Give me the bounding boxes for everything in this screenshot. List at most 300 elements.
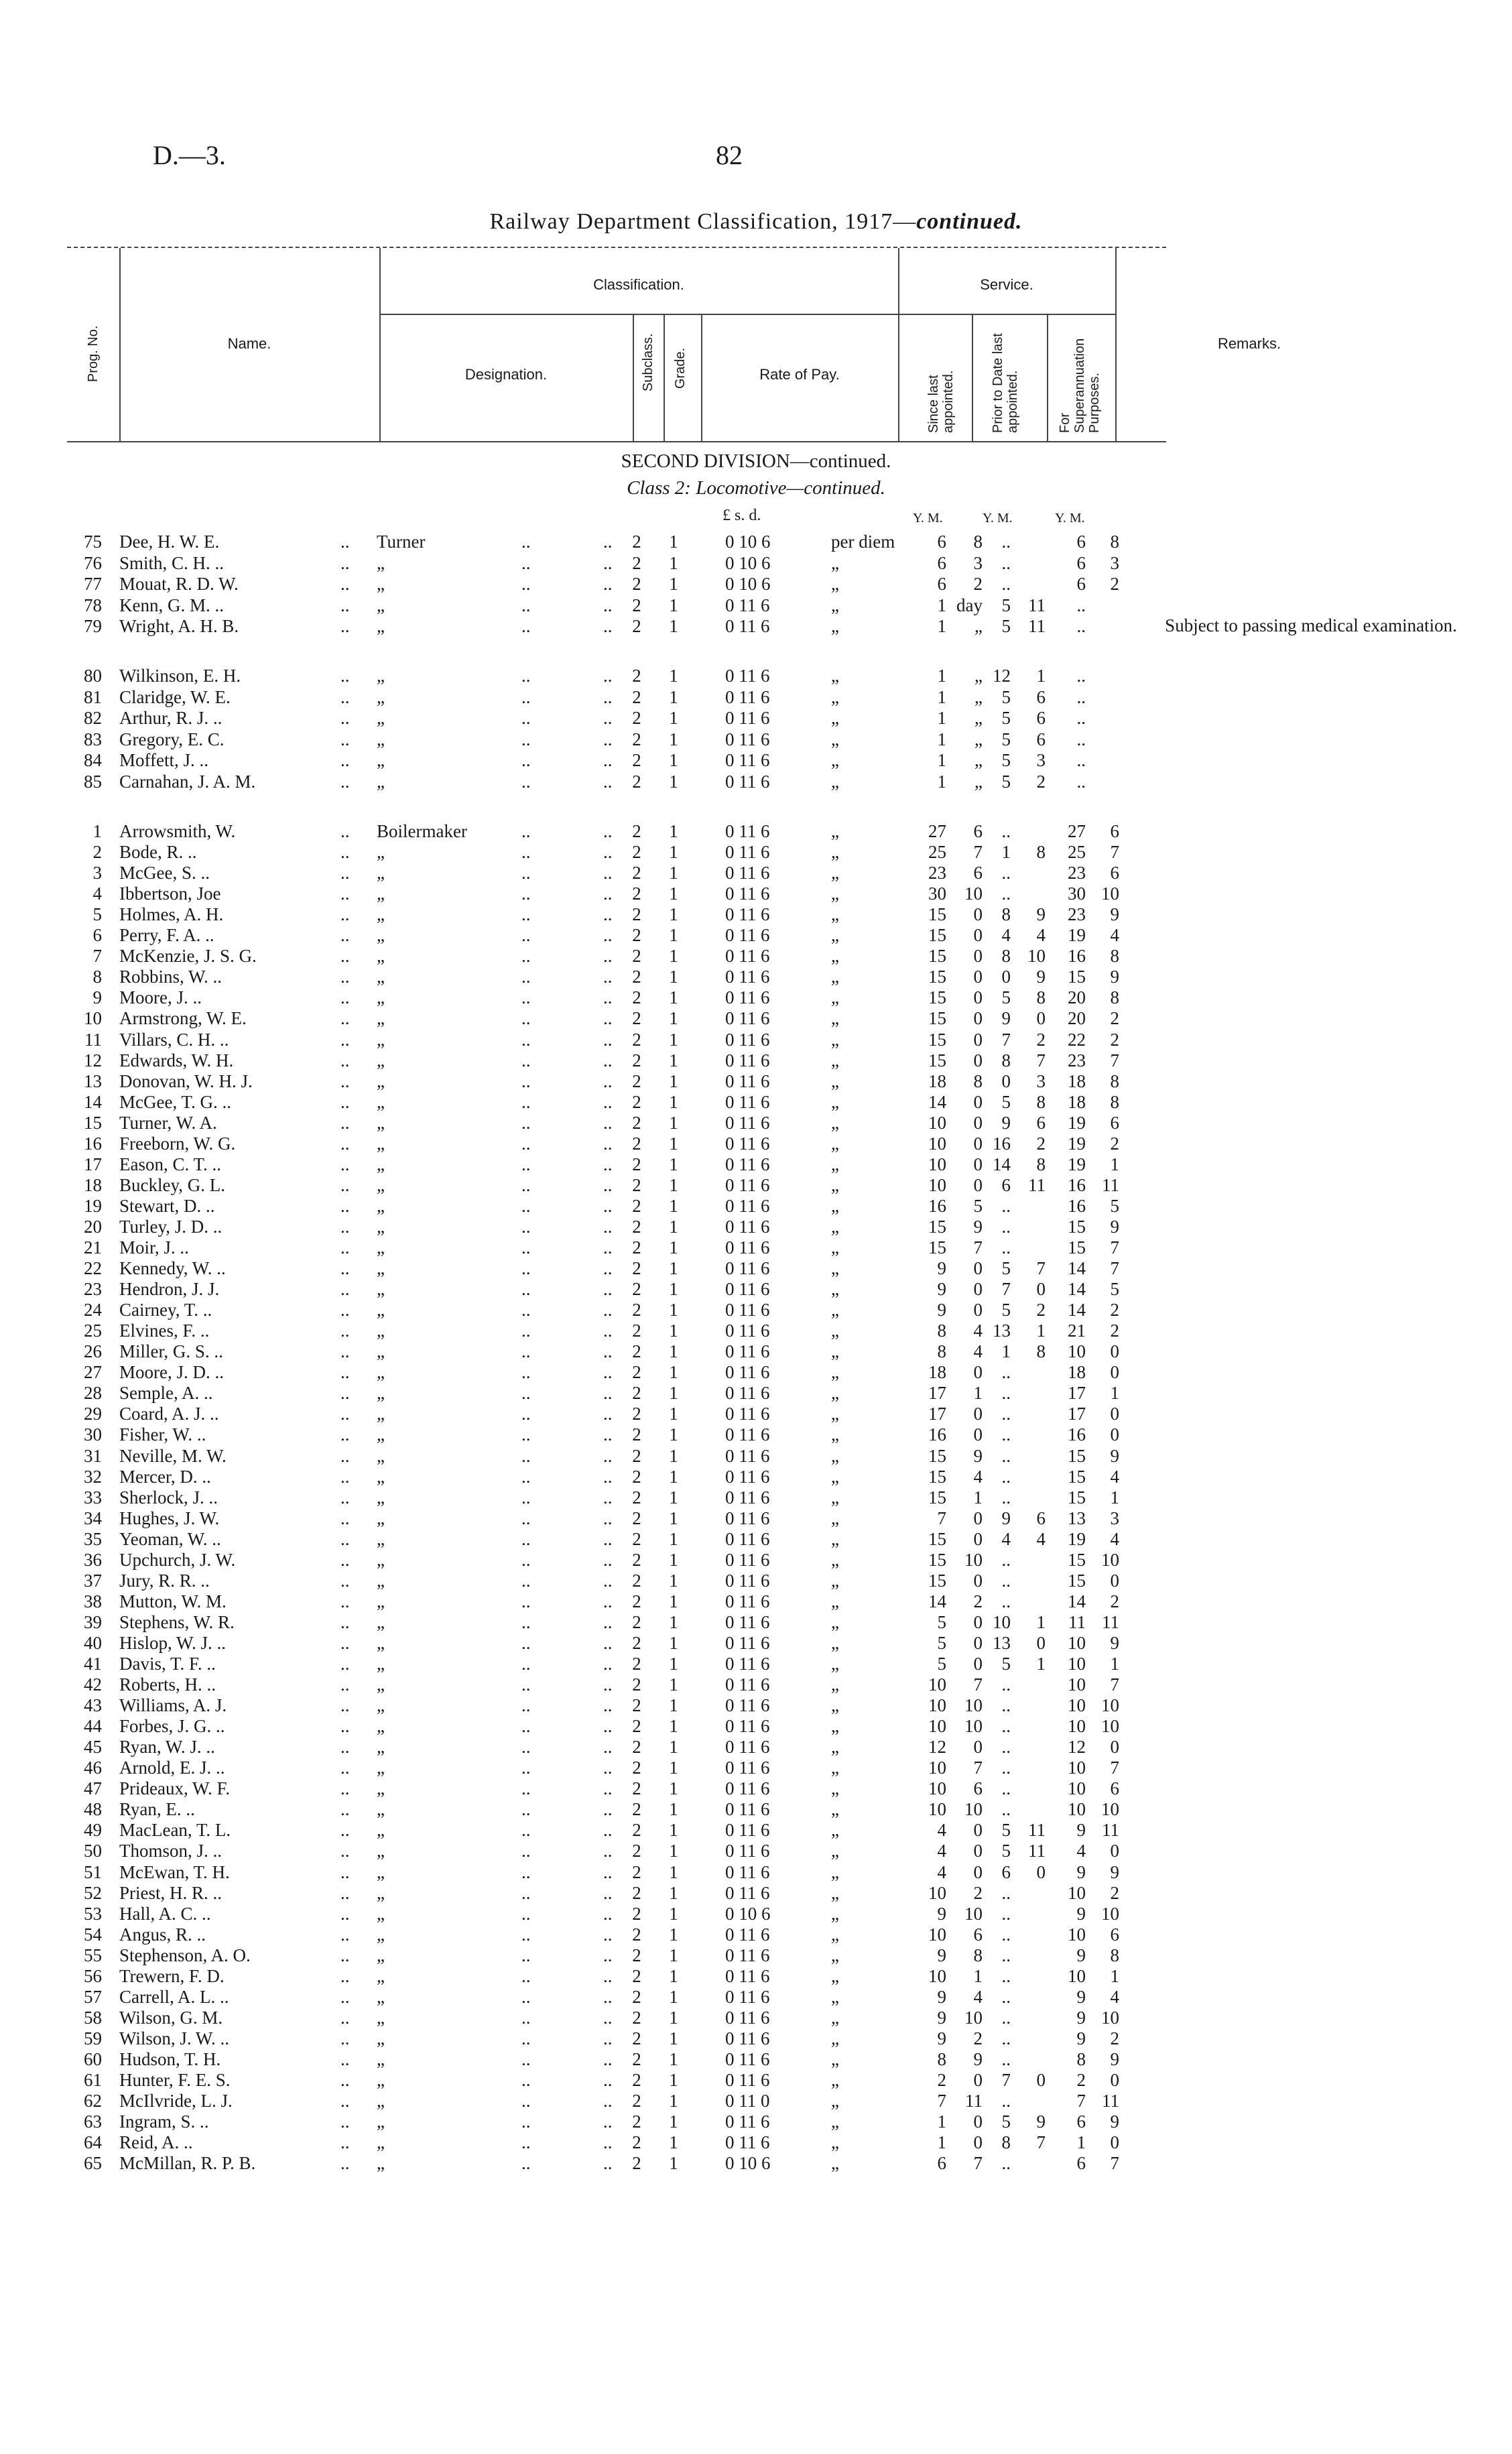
leader-dots: .. (603, 1070, 613, 1091)
leader-dots: .. (340, 708, 350, 728)
leader-dots: .. (521, 2007, 531, 2028)
table-row (0, 1570, 1512, 1591)
table-row (0, 1861, 1512, 1883)
name-cell: Mutton, W. M. (119, 1591, 227, 1611)
since-months-cell: 0 (973, 925, 983, 946)
since-months-cell: 0 (973, 1133, 983, 1154)
super-months-cell: 7 (1110, 1050, 1119, 1070)
prior-months-cell: 1 (1036, 1611, 1046, 1632)
name-cell: Jury, R. R. .. (119, 1570, 210, 1591)
super-years-cell: 18 (1068, 1070, 1086, 1091)
super-years-cell: 19 (1068, 925, 1086, 946)
leader-dots: .. (603, 1341, 613, 1362)
leader-dots: .. (603, 1362, 613, 1383)
leader-dots: .. (603, 1154, 613, 1174)
prior-months-cell: 8 (1036, 987, 1046, 1008)
prior-years-cell: .. (1001, 1882, 1011, 1903)
since-years-cell: 15 (928, 1008, 946, 1029)
designation-cell: „ (377, 2028, 385, 2048)
table-row (0, 1945, 1512, 1966)
rate-unit-cell: „ (831, 987, 839, 1008)
prior-years-cell: .. (1001, 532, 1011, 552)
designation-cell: „ (377, 967, 385, 987)
name-cell: Dee, H. W. E. (119, 532, 220, 552)
since-months-cell: 0 (973, 1050, 983, 1070)
rate-unit-cell: „ (831, 1778, 839, 1799)
name-cell: Reid, A. .. (119, 2132, 193, 2153)
table-row (0, 729, 1512, 750)
since-years-cell: 10 (928, 1674, 946, 1695)
leader-dots: .. (603, 1695, 613, 1716)
since-months-cell: 0 (973, 1091, 983, 1112)
prog-no-cell: 83 (84, 729, 102, 749)
super-months-cell: 1 (1110, 1654, 1119, 1674)
since-months-cell: 0 (973, 1861, 983, 1882)
since-years-cell: 6 (937, 532, 946, 552)
prior-years-cell: .. (1001, 1487, 1011, 1508)
super-months-cell: 8 (1110, 987, 1119, 1008)
super-months-cell: 10 (1101, 1695, 1119, 1716)
super-months-cell: 2 (1110, 574, 1119, 594)
rate-unit-cell: „ (831, 1029, 839, 1050)
table-row (0, 1653, 1512, 1674)
rate-cell: 0 11 6 (725, 1008, 770, 1029)
designation-cell: „ (377, 1924, 385, 1945)
leader-dots: .. (521, 1466, 531, 1487)
leader-dots: .. (603, 1632, 613, 1653)
leader-dots: .. (340, 1695, 350, 1716)
name-cell: Turner, W. A. (119, 1112, 217, 1133)
rate-unit-cell: „ (831, 1174, 839, 1195)
subclass-cell: 2 (632, 2028, 641, 2048)
grade-cell: 1 (669, 1174, 678, 1195)
table-row (0, 1278, 1512, 1300)
rate-cell: 0 11 6 (725, 1321, 770, 1341)
since-months-cell: 2 (973, 574, 983, 594)
prior-years-cell: .. (1001, 2153, 1011, 2174)
grade-cell: 1 (669, 1112, 678, 1133)
prog-no-cell: 5 (92, 904, 102, 925)
leader-dots: .. (603, 1445, 613, 1466)
ym-subhead-super: Y. M. (1055, 511, 1085, 526)
subclass-cell: 2 (632, 666, 641, 686)
table-row (0, 1986, 1512, 2008)
rate-unit-cell: „ (831, 1674, 839, 1695)
prior-years-cell: 14 (993, 1154, 1011, 1174)
rate-unit-cell: „ (831, 2028, 839, 2048)
leader-dots: .. (603, 1945, 613, 1965)
rate-cell: 0 11 0 (725, 2091, 770, 2111)
leader-dots: .. (603, 1674, 613, 1695)
super-years-cell: 10 (1068, 1882, 1086, 1903)
service-header: Service. (980, 276, 1033, 293)
super-years-cell: .. (1076, 750, 1086, 770)
name-cell: Smith, C. H. .. (119, 552, 225, 573)
name-cell: McMillan, R. P. B. (119, 2153, 256, 2174)
prior-years-cell: .. (1001, 1466, 1011, 1487)
prior-months-cell: 2 (1036, 1300, 1046, 1321)
since-years-cell: 15 (928, 1549, 946, 1570)
super-years-cell: 10 (1068, 1799, 1086, 1820)
subclass-cell: 2 (632, 1466, 641, 1487)
subclass-cell: 2 (632, 1174, 641, 1195)
table-row (0, 883, 1512, 904)
leader-dots: .. (521, 1986, 531, 2007)
prior-years-cell: .. (1001, 1362, 1011, 1383)
prog-no-cell: 81 (84, 686, 102, 707)
prior-years-cell: 7 (1001, 1279, 1011, 1300)
since-months-cell: 1 (973, 1487, 983, 1508)
subclass-cell: 2 (632, 1487, 641, 1508)
since-years-cell: 1 (937, 750, 946, 770)
prior-months-cell: 9 (1036, 2111, 1046, 2132)
super-years-cell: 2 (1076, 2070, 1086, 2090)
column-subheads (0, 507, 1512, 527)
leader-dots: .. (603, 595, 613, 615)
designation-cell: „ (377, 1487, 385, 1508)
since-years-cell: 1 (937, 666, 946, 686)
subclass-cell: 2 (632, 2153, 641, 2174)
leader-dots: .. (521, 2132, 531, 2153)
prior-years-cell: 1 (1001, 1341, 1011, 1362)
super-months-cell: 11 (1102, 1174, 1119, 1195)
since-months-cell: „ (974, 708, 983, 728)
prog-no-cell: 77 (84, 574, 102, 594)
table-row (0, 1466, 1512, 1487)
table-row (0, 1903, 1512, 1924)
rate-cell: 0 11 6 (725, 2028, 770, 2048)
since-months-cell: 7 (973, 1758, 983, 1778)
rate-cell: 0 11 6 (725, 1591, 770, 1611)
grade-cell: 1 (669, 1508, 678, 1528)
since-years-cell: 10 (928, 1716, 946, 1737)
table-row (0, 1591, 1512, 1612)
leader-dots: .. (340, 1258, 350, 1279)
grade-cell: 1 (669, 729, 678, 749)
leader-dots: .. (340, 904, 350, 925)
leader-dots: .. (340, 1611, 350, 1632)
since-years-cell: 10 (928, 1882, 946, 1903)
prog-no-cell: 65 (84, 2153, 102, 2174)
leader-dots: .. (340, 1195, 350, 1216)
leader-dots: .. (521, 1362, 531, 1383)
prior-years-cell: .. (1001, 1716, 1011, 1737)
prior-months-cell: 3 (1036, 1070, 1046, 1091)
since-years-cell: 23 (928, 863, 946, 883)
super-months-cell: 2 (1110, 1321, 1119, 1341)
subclass-cell: 2 (632, 1695, 641, 1716)
rate-cell: 0 11 6 (725, 821, 770, 841)
leader-dots: .. (521, 595, 531, 615)
leader-dots: .. (340, 1070, 350, 1091)
since-months-cell: „ (974, 771, 983, 792)
grade-cell: 1 (669, 1091, 678, 1112)
prior-years-cell: .. (1001, 1237, 1011, 1257)
ym-subhead-prior: Y. M. (983, 511, 1013, 526)
since-years-cell: 10 (928, 1133, 946, 1154)
grade-cell: 1 (669, 863, 678, 883)
table-row (0, 1216, 1512, 1237)
leader-dots: .. (521, 1841, 531, 1861)
leader-dots: .. (603, 1758, 613, 1778)
name-cell: Yeoman, W. .. (119, 1528, 221, 1549)
rate-cell: 0 11 6 (725, 1174, 770, 1195)
designation-cell: Boilermaker (377, 821, 467, 841)
prior-years-cell: .. (1001, 1424, 1011, 1445)
table-row (0, 1133, 1512, 1154)
leader-dots: .. (340, 1321, 350, 1341)
prior-years-cell: 6 (1001, 1861, 1011, 1882)
grade-cell: 1 (669, 2111, 678, 2132)
subclass-cell: 2 (632, 2111, 641, 2132)
subclass-cell: 2 (632, 1216, 641, 1237)
table-row (0, 686, 1512, 708)
rate-unit-cell: „ (831, 1362, 839, 1383)
prior-months-cell: 11 (1028, 616, 1046, 636)
leader-dots: .. (521, 1654, 531, 1674)
super-months-cell: 8 (1110, 946, 1119, 967)
super-months-cell: 8 (1110, 532, 1119, 552)
designation-cell: „ (377, 2153, 385, 2174)
division-heading: SECOND DIVISION—continued. (621, 450, 891, 472)
leader-dots: .. (340, 1778, 350, 1799)
rate-unit-cell: „ (831, 1861, 839, 1882)
leader-dots: .. (340, 863, 350, 883)
rate-cell: 0 11 6 (725, 1508, 770, 1528)
since-months-cell: 6 (973, 863, 983, 883)
since-years-cell: 15 (928, 1466, 946, 1487)
super-years-cell: 30 (1068, 883, 1086, 904)
leader-dots: .. (603, 1258, 613, 1279)
prog-no-cell: 25 (84, 1321, 102, 1341)
table-row (0, 1508, 1512, 1529)
leader-dots: .. (521, 708, 531, 728)
grade-cell: 1 (669, 1632, 678, 1653)
rate-cell: 0 11 6 (725, 616, 770, 636)
leader-dots: .. (340, 1341, 350, 1362)
subclass-cell: 2 (632, 1383, 641, 1404)
subclass-cell: 2 (632, 946, 641, 967)
rate-cell: 0 11 6 (725, 1216, 770, 1237)
super-months-cell: 9 (1110, 1632, 1119, 1653)
prior-months-cell: 6 (1036, 1112, 1046, 1133)
subclass-cell: 2 (632, 1591, 641, 1611)
leader-dots: .. (521, 1674, 531, 1695)
prog-no-cell: 7 (92, 946, 102, 967)
rate-unit-cell: „ (831, 1300, 839, 1321)
rate-unit-cell: „ (831, 771, 839, 792)
prior-months-cell: 3 (1036, 750, 1046, 770)
leader-dots: .. (521, 1695, 531, 1716)
super-months-cell: 6 (1110, 863, 1119, 883)
rate-cell: 0 11 6 (725, 708, 770, 728)
since-years-cell: 15 (928, 1528, 946, 1549)
name-cell: Villars, C. H. .. (119, 1029, 229, 1050)
designation-cell: „ (377, 1216, 385, 1237)
super-years-cell: 10 (1068, 1654, 1086, 1674)
super-months-cell: 1 (1110, 1154, 1119, 1174)
super-years-cell: 10 (1068, 1341, 1086, 1362)
rate-cell: 0 11 6 (725, 1861, 770, 1882)
grade-cell: 1 (669, 1404, 678, 1424)
super-years-cell: 23 (1068, 863, 1086, 883)
grade-cell: 1 (669, 1321, 678, 1341)
leader-dots: .. (603, 1716, 613, 1737)
prog-no-cell: 14 (84, 1091, 102, 1112)
leader-dots: .. (521, 552, 531, 573)
prior-years-cell: 6 (1001, 1174, 1011, 1195)
prog-no-cell: 75 (84, 532, 102, 552)
grade-cell: 1 (669, 925, 678, 946)
rate-cell: 0 11 6 (725, 1195, 770, 1216)
subclass-cell: 2 (632, 967, 641, 987)
since-years-cell: 4 (937, 1820, 946, 1841)
subclass-cell: 2 (632, 1404, 641, 1424)
since-years-cell: 10 (928, 1112, 946, 1133)
table-row (0, 771, 1512, 792)
since-months-cell: 0 (973, 1654, 983, 1674)
rate-cell: 0 11 6 (725, 2111, 770, 2132)
super-years-cell: 16 (1068, 1195, 1086, 1216)
class-heading: Class 2: Locomotive—continued. (627, 477, 885, 499)
grade-cell: 1 (669, 1716, 678, 1737)
since-months-cell: 0 (973, 1632, 983, 1653)
grade-cell: 1 (669, 1216, 678, 1237)
since-months-cell: 2 (973, 2028, 983, 2048)
rate-unit-cell: „ (831, 1820, 839, 1841)
super-years-cell: 9 (1076, 1820, 1086, 1841)
super-years-cell: 11 (1068, 1611, 1086, 1632)
rate-cell: 0 11 6 (725, 842, 770, 863)
subclass-cell: 2 (632, 1903, 641, 1924)
prog-no-cell: 63 (84, 2111, 102, 2132)
rate-unit-cell: „ (831, 1195, 839, 1216)
subclass-cell: 2 (632, 1112, 641, 1133)
super-months-cell: 10 (1101, 883, 1119, 904)
rate-unit-cell: „ (831, 1570, 839, 1591)
table-row (0, 2132, 1512, 2153)
name-cell: Edwards, W. H. (119, 1050, 234, 1070)
since-years-cell: 15 (928, 925, 946, 946)
grade-cell: 1 (669, 904, 678, 925)
leader-dots: .. (603, 1321, 613, 1341)
super-months-cell: 7 (1110, 1758, 1119, 1778)
rate-unit-cell: „ (831, 2111, 839, 2132)
rate-cell: 0 11 6 (725, 1091, 770, 1112)
subclass-cell: 2 (632, 821, 641, 841)
prior-years-cell: .. (1001, 1737, 1011, 1758)
rate-cell: 0 11 6 (725, 595, 770, 615)
prog-no-cell: 37 (84, 1570, 102, 1591)
leader-dots: .. (521, 2091, 531, 2111)
prior-years-cell: 5 (1001, 1091, 1011, 1112)
super-years-cell: 6 (1076, 552, 1086, 573)
table-row (0, 2069, 1512, 2091)
rate-cell: 0 11 6 (725, 2007, 770, 2028)
subclass-cell: 2 (632, 1549, 641, 1570)
super-years-cell: 25 (1068, 842, 1086, 863)
prior-years-cell: 5 (1001, 1654, 1011, 1674)
rate-cell: 0 11 6 (725, 1362, 770, 1383)
since-years-cell: 9 (937, 2028, 946, 2048)
super-months-cell: 4 (1110, 1466, 1119, 1487)
rate-cell: 0 11 6 (725, 1404, 770, 1424)
rate-cell: 0 11 6 (725, 1237, 770, 1257)
prior-months-cell: 2 (1036, 771, 1046, 792)
since-months-cell: 10 (964, 2007, 983, 2028)
since-months-cell: 0 (973, 1611, 983, 1632)
leader-dots: .. (521, 1237, 531, 1257)
super-months-cell: 11 (1102, 1611, 1119, 1632)
leader-dots: .. (521, 987, 531, 1008)
super-months-cell: 9 (1110, 904, 1119, 925)
grade-cell: 1 (669, 595, 678, 615)
leader-dots: .. (603, 2091, 613, 2111)
rate-cell: 0 11 6 (725, 686, 770, 707)
rate-unit-cell: „ (831, 1424, 839, 1445)
leader-dots: .. (603, 2153, 613, 2174)
name-cell: Prideaux, W. F. (119, 1778, 231, 1799)
rate-cell: 0 11 6 (725, 1799, 770, 1820)
name-cell: Hughes, J. W. (119, 1508, 220, 1528)
prior-years-cell: 8 (1001, 1050, 1011, 1070)
since-months-cell: 0 (973, 904, 983, 925)
leader-dots: .. (521, 1508, 531, 1528)
super-months-cell: 9 (1110, 967, 1119, 987)
name-cell: Arthur, R. J. .. (119, 708, 223, 728)
prior-years-cell: .. (1001, 1591, 1011, 1611)
super-years-cell: 20 (1068, 1008, 1086, 1029)
prior-years-cell: 9 (1001, 1508, 1011, 1528)
leader-dots: .. (521, 2028, 531, 2048)
super-months-cell: 4 (1110, 1528, 1119, 1549)
table-row (0, 2007, 1512, 2028)
super-months-cell: 7 (1110, 1237, 1119, 1257)
designation-cell: „ (377, 1383, 385, 1404)
leader-dots: .. (340, 1737, 350, 1758)
rate-cell: 0 11 6 (725, 1965, 770, 1986)
super-years-cell: 1 (1076, 2132, 1086, 2153)
table-row (0, 1611, 1512, 1633)
super-months-cell: 6 (1110, 1112, 1119, 1133)
prog-no-cell: 35 (84, 1528, 102, 1549)
prior-years-cell: .. (1001, 1383, 1011, 1404)
designation-cell: „ (377, 1445, 385, 1466)
table-row (0, 1029, 1512, 1050)
grade-cell: 1 (669, 1279, 678, 1300)
leader-dots: .. (603, 1591, 613, 1611)
prior-years-cell: 5 (1001, 1841, 1011, 1861)
leader-dots: .. (521, 574, 531, 594)
table-row (0, 1632, 1512, 1654)
leader-dots: .. (340, 1008, 350, 1029)
super-years-cell: 16 (1068, 1424, 1086, 1445)
rate-cell: 0 11 6 (725, 1112, 770, 1133)
leader-dots: .. (603, 967, 613, 987)
name-cell: Sherlock, J. .. (119, 1487, 218, 1508)
subclass-cell: 2 (632, 1445, 641, 1466)
super-months-cell: 2 (1110, 1029, 1119, 1050)
subclass-cell: 2 (632, 883, 641, 904)
subclass-cell: 2 (632, 1091, 641, 1112)
grade-cell: 1 (669, 1695, 678, 1716)
leader-dots: .. (340, 2048, 350, 2069)
leader-dots: .. (603, 1861, 613, 1882)
prior-years-cell: .. (1001, 1799, 1011, 1820)
rate-unit-cell: „ (831, 552, 839, 573)
since-months-cell: 0 (973, 1404, 983, 1424)
super-months-cell: 2 (1110, 1882, 1119, 1903)
